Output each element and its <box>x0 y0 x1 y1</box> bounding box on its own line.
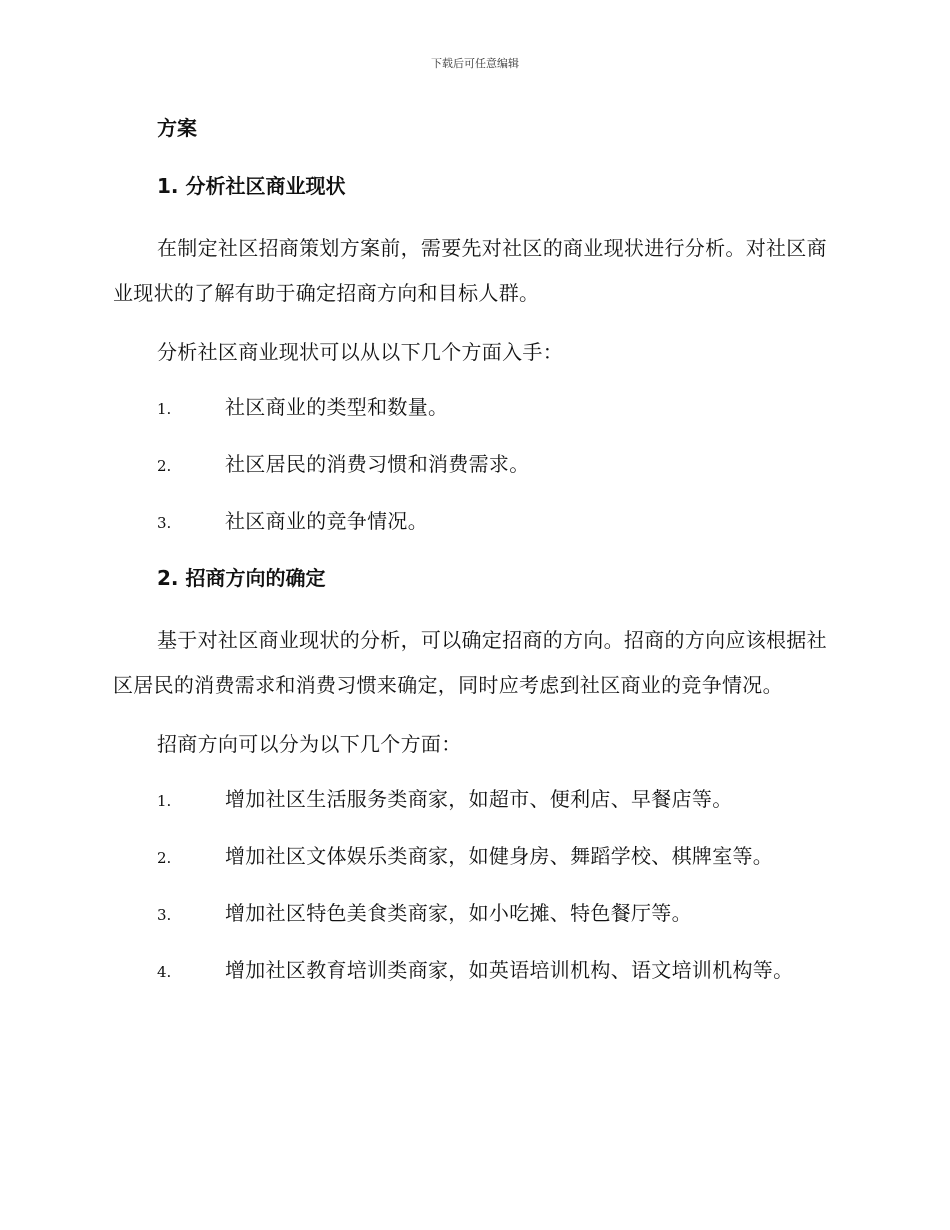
list-item <box>113 952 833 1009</box>
section-1-paragraph-2: 分析社区商业现状可以从以下几个方面入手： <box>157 340 563 364</box>
section-1-list <box>113 389 833 560</box>
list-number: 1. <box>157 400 172 418</box>
list-item <box>113 503 833 560</box>
list-text: 增加社区生活服务类商家，如超市、便利店、早餐店等。 <box>225 787 733 811</box>
section-2-heading: 2. 招商方向的确定 <box>157 566 326 590</box>
list-text: 增加社区特色美食类商家，如小吃摊、特色餐厅等。 <box>225 901 692 925</box>
list-text: 社区商业的类型和数量。 <box>225 395 449 419</box>
list-number: 3. <box>157 514 172 532</box>
list-item <box>113 895 833 952</box>
list-item <box>113 389 833 446</box>
list-text: 增加社区教育培训类商家，如英语培训机构、语文培训机构等。 <box>225 958 794 982</box>
list-number: 2. <box>157 457 172 475</box>
list-number: 3. <box>157 906 172 924</box>
list-item <box>113 838 833 895</box>
list-number: 4. <box>157 963 172 981</box>
section-1-paragraph-1: 在制定社区招商策划方案前，需要先对社区的商业现状进行分析。对社区商业现状的了解有助于确定招商方向和目标人群。 <box>113 236 827 305</box>
list-number: 1. <box>157 792 172 810</box>
list-number: 2. <box>157 849 172 867</box>
section-1-heading: 1. 分析社区商业现状 <box>157 174 346 198</box>
list-text: 增加社区文体娱乐类商家，如健身房、舞蹈学校、棋牌室等。 <box>225 844 774 868</box>
list-item <box>113 781 833 838</box>
section-2-list <box>113 781 833 1009</box>
section-2-paragraph-1: 基于对社区商业现状的分析，可以确定招商的方向。招商的方向应该根据社区居民的消费需求和消费习惯来确定，同时应考虑到社区商业的竞争情况。 <box>113 628 827 697</box>
header-note: 下载后可任意编辑 <box>431 57 519 70</box>
list-text: 社区商业的竞争情况。 <box>225 509 428 533</box>
section-2-paragraph-2: 招商方向可以分为以下几个方面： <box>157 732 462 756</box>
list-text: 社区居民的消费习惯和消费需求。 <box>225 452 530 476</box>
document-title: 方案 <box>157 116 197 140</box>
document-body <box>113 110 833 1009</box>
list-item <box>113 446 833 503</box>
